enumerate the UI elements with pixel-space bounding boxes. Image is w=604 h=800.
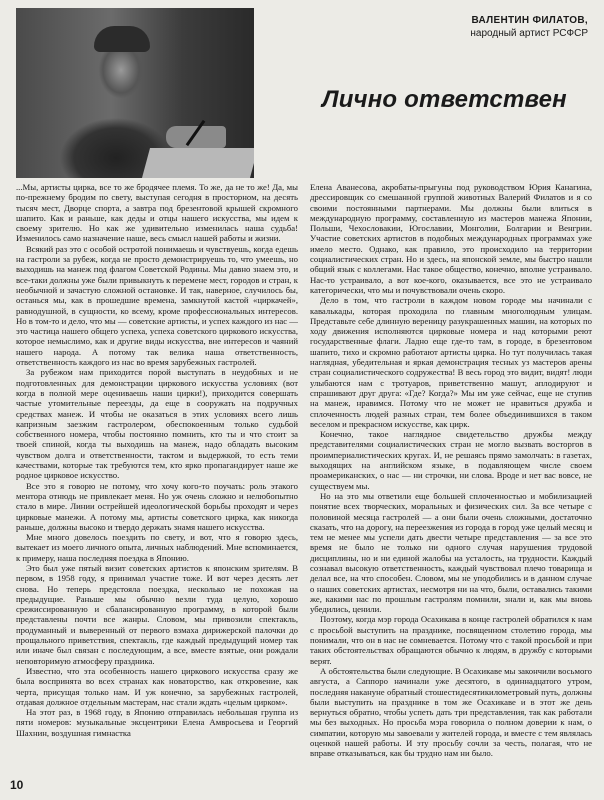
author-byline [470,14,588,40]
paragraph: Это был уже пятый визит советских артистов к японским зрителям. В первом, в 1958 году, я принимал участие тоже. И вот через десять лет снова. Но теперь предстояла поездка, несколько не похожая на предыдущие. Раньше мы обычно везли туда целую, хорошо срежиссированную и сбалансированную программу, в которой были представлены почти все жанры. Словом, мы привозили спектакль, продуманный и выверенный от первого взмаха дирижерской палочки до прощального приветствия, спектакль, где каждый предыдущий номер так или иначе был связан с последующим, а все, вместе взятые, они рождали неповторимую атмосферу праздника. [16,562,298,666]
paragraph: Но на это мы ответили еще большей сплоченностью и мобилизацией понятие всех творческих, моральных и физических сил. За все четыре с половиной месяца гастролей — а они были очень сложными, достаточно сказать, что на дорогу, на переезжения из города в город уже целый месяц и тем не менее мы успели дать двести четыре представления — за все это время не было не только ни одного случая нарушения трудовой дисциплины, но и ни единой жалобы на усталость, на трудности. Каждый сознавал высокую ответственность, каждый чувствовал плечо товарища и делал все, на что способен. Словом, мы не уподобились и в данном случае о наших советских артистах, несмотря ни на что, были, оставались такими же, какими нас по прошлым гастролям помнили, знали и, как мы вновь убедились, ценили. [310,490,592,615]
right-column [310,182,592,759]
paragraph: На этот раз, в 1968 году, в Японию отправилась небольшая группа из пяти номеров: музыкальные эксцентрики Елена Амвросьева и Георгий Шахнин, воздушная гимнастка [16,707,298,738]
paragraph: Известно, что эта особенность нашего циркового искусства сразу же была воспринята во всех странах как новаторство, как откровение, как черта, присущая только нам. И уж конечно, за зарубежных гастролей, отдавая должное отдельным мастерам, нас стали ждать «целым цирком». [16,665,298,707]
author-name: ВАЛЕНТИН ФИЛАТОВ, [471,15,588,26]
author-photo [16,8,254,178]
paragraph: Конечно, такое наглядное свидетельство дружбы между представителями социалистических стран не могло вызвать восторгов в проимпериалистических кругах. И, не решаясь прямо замолчать: в газетах, выходящих на английском языке, в подавляющем числе своем проамериканских, о нас — ни строчки, ни слова. Вроде и нет вас вовсе, не существуем мы. [310,429,592,491]
article-title: Лично ответствен [322,86,567,113]
paragraph: ...Мы, артисты цирка, все то же бродячее племя. То же, да не то же! Да, мы по-прежнему бродим по свету, выступая сегодня в просторном, на десять тысяч мест, Дворце спорта, а завтра под брезентовой крышей скромного шапито. Как и раньше, как деды и отцы нашего искусства, мы идем к своему зрителю. Но как же удивительно изменилась наша судьба! Изменилось само назначение наше, весь смысл нашей работы и жизни. [16,182,298,244]
left-column [16,182,298,738]
photo-hair [94,26,150,52]
paragraph: Всякий раз это с особой остротой понимаешь и чувствуешь, когда едешь на гастроли за рубеж, когда не просто демонстрируешь то, что умеешь, но выходишь на манеж под флагом Советской Родины. Мы давно знаем это, и все-таки должны уже были привыкнуть к перемене мест, городов и стран, к необычной и зачастую сложной остановке. И так, наверное, случилось бы, останься мы, как в прошедшие времена, замкнутой кастой «циркачей», равнодушной, в сущности, ко всему, кроме профессиональных интересов. Но в том-то и дело, что мы — советские артисты, и успех каждого из нас — это частица нашего общего успеха, успеха советского циркового искусства, которое немыслимо, как и другие виды искусства, вне интересов и чаяний нашего народа. А потому так велика наша ответственность, ответственность каждого из нас во время зарубежных гастролей. [16,243,298,368]
author-role: народный артист РСФСР [470,28,588,39]
paragraph: А обстоятельства были следующие. В Осахикаве мы закончили восьмого августа, а Саппоро начинали уже десятого, в одиннадцатого утром, последняя накануне обратный стошестидесятикилометровый путь, должны были выступить на празднике в том же Осахикаве и в этот же день вернуться обратно, чтобы успеть дать три представления, так как работали мы без выходных. Но просьба мэра говорила о полном доверии к нам, о симпатии, которую мы завоевали у жителей города, и вместе с тем являлась оценкой нашей работы. И эту просьбу сочли за честь, полагая, что не вправе отказываться, как бы трудно нам ни было. [310,665,592,759]
paragraph: Елена Аванесова, акробаты-прыгуны под руководством Юрия Канагина, дрессировщик со смешанной группой животных Валерий Филатов и я со своими постоянными партнерами. Мы должны были влиться в международную программу, составленную из мастеров манежа Японии, Польши, Чехословакии, Югославии, Монголии, Болгарии и Венгрии. Участие советских артистов в подобных международных программах уже имело место. Однако, как правило, это происходило на территории социалистических стран. Но и здесь, на японской земле, мы быстро нашли общий язык с коллегами. Нас такое общество, конечно, вполне устраивало. Нас-то устраивало, а вот кое-кого, оказывается, все это не устраивало категорически, что мы и почувствовали очень скоро. [310,182,592,295]
paragraph: Мне много довелось поездить по свету, и вот, что я говорю здесь, вытекает из моего личного опыта, личных наблюдений. Мне вспоминается, к примеру, наша последняя поездка в Японию. [16,532,298,563]
page-number: 10 [10,778,24,792]
photo-paper [142,148,254,178]
paragraph: Дело в том, что гастроли в каждом новом городе мы начинали с кавалькады, которая проходила по главным многолюдным улицам. Представьте себе длинную вереницу разукрашенных машин, на которых по ходу движения исполняются цирковые номера и над которыми реют государственные флаги. Ладно еще где-то там, в городе, в брезентовом шапито, тихо и скромно работают артисты цирка. Но тут получилась такая наглядная, убедительная и яркая демонстрация тесных уз мастеров арены стран социалистического содружества! В весь город это видит, видят! люди улыбаются нам с тротуаров, приветственно машут, аплодируют и спрашивают друг друга: «Где? Когда?» Мы им уже сейчас, еще не ступив на манеж, нравимся. Потому что не может не нравиться дружба и сплоченность людей разных стран, тем более объединившихся в таком веселом и прекрасном искусстве, как цирк. [310,295,592,429]
paragraph: За рубежом нам приходится порой выступать в неудобных и не подготовленных для демонстрации циркового искусства условиях (вот когда в полной мере оцениваешь наши цирки!), приходится совершать частые утомительные переезды, да еще в сооружать на подручных средствах манеж. И чтобы не оказаться в этих условиях всего лишь капризным заезжим гастролером, обеспокоенным только судьбой собственного номера, чтобы постоянно помнить, кто ты и что стоит за твоей спиной, когда ты выходишь на манеж, надо обладать высоким чувством долга и ответственности, тактом и выдержкой, то есть теми качествами, которые так требуются тем, кто ярко пропагандирует наше же родное цирковое искусство. [16,367,298,481]
paragraph: Все это я говорю не потому, что хочу кого-то поучать: роль этакого ментора отнюдь не привлекает меня. Но уж очень сложно и нелюбопытно стало в мире. Линии острейшей идеологической борьбы проходят и через цирковые манежи. А потому мы, артисты советского цирка, как никогда раньше, должны высоко и твердо держать знамя нашего искусства. [16,480,298,532]
paragraph: Поэтому, когда мэр города Осахикава в конце гастролей обратился к нам с просьбой выступить на празднике, посвященном столетию города, мы понимали, что он в нас не сомневается. Потому что с такой просьбой и при таких обстоятельствах обращаются обычно к людям, в дружбу с которыми верят. [310,614,592,666]
